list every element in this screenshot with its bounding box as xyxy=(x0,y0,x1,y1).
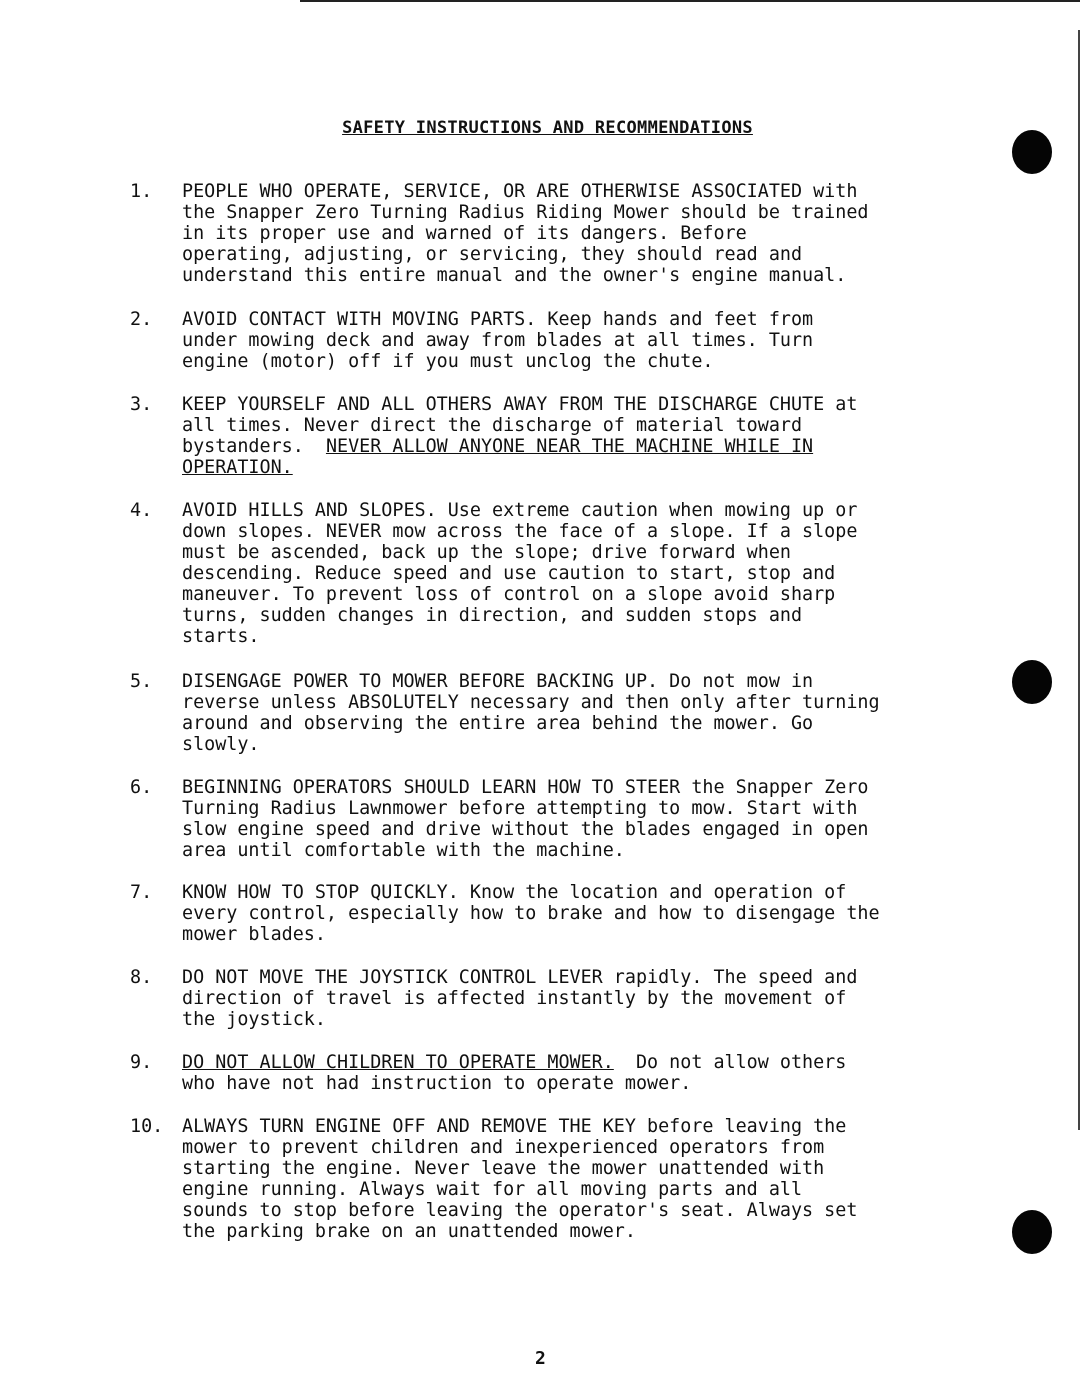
text-line: AVOID HILLS AND SLOPES. Use extreme caution when mowing up or xyxy=(182,500,858,521)
text-line: the Snapper Zero Turning Radius Riding Mower should be trained xyxy=(182,202,869,223)
item-text xyxy=(182,967,1002,1030)
text-line: every control, especially how to brake and how to disengage the xyxy=(182,903,880,924)
text-line: the joystick. xyxy=(182,1009,326,1030)
underlined-warning: DO NOT ALLOW CHILDREN TO OPERATE MOWER. xyxy=(182,1052,614,1073)
text-line: operating, adjusting, or servicing, they should read and xyxy=(182,244,803,265)
text-line: the parking brake on an unattended mower. xyxy=(182,1221,636,1242)
item-number: 9. xyxy=(130,1052,153,1073)
text-line: ALWAYS TURN ENGINE OFF AND REMOVE THE KEY before leaving the xyxy=(182,1116,847,1137)
page-title: SAFETY INSTRUCTIONS AND RECOMMENDATIONS xyxy=(342,118,753,138)
text-line: turns, sudden changes in direction, and sudden stops and xyxy=(182,605,803,626)
text-line: DISENGAGE POWER TO MOWER BEFORE BACKING UP. Do not mow in xyxy=(182,671,814,692)
item-number: 5. xyxy=(130,671,153,692)
item-text xyxy=(182,671,1002,755)
text-line: KNOW HOW TO STOP QUICKLY. Know the location and operation of xyxy=(182,882,847,903)
text-line: who have not had instruction to operate mower. xyxy=(182,1073,692,1094)
text-line: all times. Never direct the discharge of material toward xyxy=(182,415,803,436)
binder-hole-middle xyxy=(1012,660,1052,704)
text-line: mower blades. xyxy=(182,924,326,945)
text-segment: Do not allow others xyxy=(613,1052,847,1073)
text-line: AVOID CONTACT WITH MOVING PARTS. Keep hands and feet from xyxy=(182,309,814,330)
item-number: 3. xyxy=(130,394,153,415)
item-text xyxy=(182,500,1002,647)
item-number: 10. xyxy=(130,1116,164,1137)
text-line: PEOPLE WHO OPERATE, SERVICE, OR ARE OTHERWISE ASSOCIATED with xyxy=(182,181,858,202)
text-line: direction of travel is affected instantly by the movement of xyxy=(182,988,847,1009)
text-line: engine (motor) off if you must unclog the chute. xyxy=(182,351,714,372)
item-text xyxy=(182,394,1002,478)
text-line: around and observing the entire area behind the mower. Go xyxy=(182,713,814,734)
text-line: area until comfortable with the machine. xyxy=(182,840,625,861)
item-text xyxy=(182,777,1002,861)
text-line: KEEP YOURSELF AND ALL OTHERS AWAY FROM THE DISCHARGE CHUTE at xyxy=(182,394,858,415)
item-number: 7. xyxy=(130,882,153,903)
text-line: engine running. Always wait for all moving parts and all xyxy=(182,1179,803,1200)
text-line: reverse unless ABSOLUTELY necessary and then only after turning xyxy=(182,692,880,713)
text-line: descending. Reduce speed and use caution to start, stop and xyxy=(182,563,836,584)
underlined-warning: NEVER ALLOW ANYONE NEAR THE MACHINE WHILE IN xyxy=(325,436,814,457)
text-line: BEGINNING OPERATORS SHOULD LEARN HOW TO STEER the Snapper Zero xyxy=(182,777,869,798)
text-line: in its proper use and warned of its dangers. Before xyxy=(182,223,747,244)
binder-hole-bottom xyxy=(1012,1210,1052,1254)
text-line: mower to prevent children and inexperienced operators from xyxy=(182,1137,825,1158)
top-edge-line xyxy=(300,0,1080,2)
text-line xyxy=(182,436,1002,457)
item-text xyxy=(182,309,1002,372)
item-number: 2. xyxy=(130,309,153,330)
text-segment: bystanders. xyxy=(182,436,326,457)
text-line: slow engine speed and drive without the blades engaged in open xyxy=(182,819,869,840)
item-number: 1. xyxy=(130,181,153,202)
text-line: Turning Radius Lawnmower before attempting to mow. Start with xyxy=(182,798,858,819)
item-number: 4. xyxy=(130,500,153,521)
text-line: starts. xyxy=(182,626,260,647)
item-text xyxy=(182,181,1002,286)
text-line: must be ascended, back up the slope; drive forward when xyxy=(182,542,791,563)
item-number: 8. xyxy=(130,967,153,988)
item-text xyxy=(182,1052,1002,1094)
underlined-warning: OPERATION. xyxy=(182,457,293,478)
page-number: 2 xyxy=(535,1348,546,1369)
item-text xyxy=(182,882,1002,945)
text-line: sounds to stop before leaving the operator's seat. Always set xyxy=(182,1200,858,1221)
text-line xyxy=(182,1052,1002,1073)
item-number: 6. xyxy=(130,777,153,798)
text-line: slowly. xyxy=(182,734,260,755)
text-line: maneuver. To prevent loss of control on a slope avoid sharp xyxy=(182,584,836,605)
text-line: down slopes. NEVER mow across the face of a slope. If a slope xyxy=(182,521,858,542)
text-line: DO NOT MOVE THE JOYSTICK CONTROL LEVER rapidly. The speed and xyxy=(182,967,858,988)
text-line: under mowing deck and away from blades at all times. Turn xyxy=(182,330,814,351)
text-line xyxy=(182,457,1002,478)
text-line: understand this entire manual and the owner's engine manual. xyxy=(182,265,847,286)
item-text xyxy=(182,1116,1002,1242)
text-line: starting the engine. Never leave the mower unattended with xyxy=(182,1158,825,1179)
